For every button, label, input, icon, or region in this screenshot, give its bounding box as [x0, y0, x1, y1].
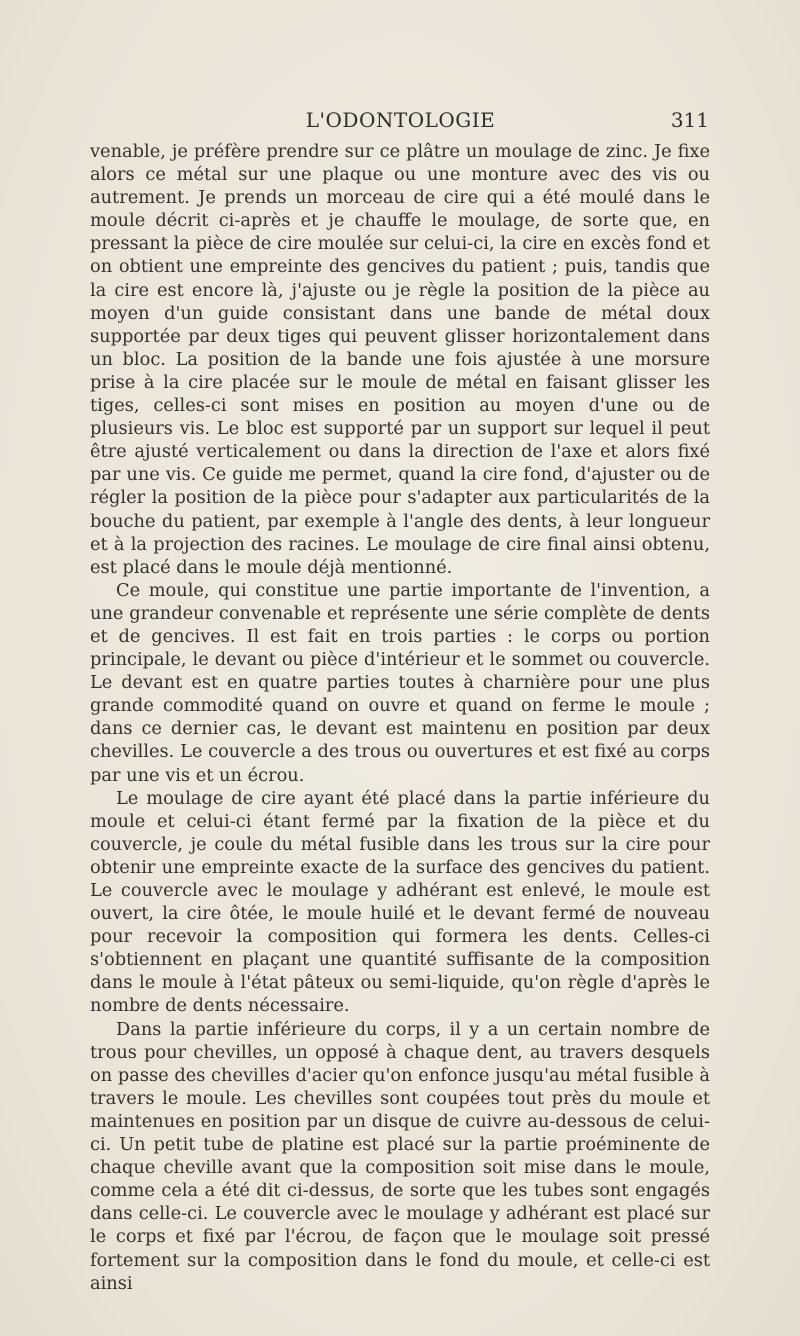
paragraph-pins-and-tubes: Dans la partie inférieure du corps, il y a un certain nombre de trous pour chevilles, un opposé à chaque dent, au travers desquels on passe des chevilles d'acier qu'on enfonce jusqu'au métal fusible à travers le moule. Les chevilles sont coupées tout près du moule et maintenues en position par un disque de cuivre au-dessous de celui-ci. Un petit tube de platine est placé sur la partie proéminente de chaque cheville avant que la composition soit mise dans le moule, comme cela a été dit ci-dessus, de sorte que les tubes sont engagés dans celle-ci. Le couvercle avec le moulage y adhérant est placé sur le corps et fixé par l'écrou, de façon que le moulage soit pressé fortement sur la composition dans le fond du moule, et celle-ci est ainsi: [90, 1018, 710, 1294]
paragraph-continuation: venable, je préfère prendre sur ce plâtre un moulage de zinc. Je fixe alors ce métal sur une plaque ou une monture avec des vis ou autrement. Je prends un morceau de cire qui a été moulé dans le moule décrit ci-après et je chauffe le moulage, de sorte que, en pressant la pièce de cire moulée sur celui-ci, la cire en excès fond et on obtient une empreinte des gencives du patient ; puis, tandis que la cire est encore là, j'ajuste ou je règle la position de la pièce au moyen d'un guide consistant dans une bande de métal doux supportée par deux tiges qui peuvent glisser horizontalement dans un bloc. La position de la bande une fois ajustée à une morsure prise à la cire placée sur le moule de métal en faisant glisser les tiges, celles-ci sont mises en position au moyen d'une ou de plusieurs vis. Le bloc est supporté par un support sur lequel il peut être ajusté verticalement ou dans la direction de l'axe et alors fixé par une vis. Ce guide me permet, quand la cire fond, d'ajuster ou de régler la position de la pièce pour s'adapter aux particularités de la bouche du patient, par exemple à l'angle des dents, à leur longueur et à la projection des racines. Le moulage de cire final ainsi obtenu, est placé dans le moule déjà mentionné.: [90, 141, 710, 578]
paragraph-mould-description: Ce moule, qui constitue une partie importante de l'invention, a une grandeur convenable et représente une série complète de dents et de gencives. Il est fait en trois parties : le corps ou portion principale, le devant ou pièce d'intérieur et le sommet ou couvercle. Le devant est en quatre parties toutes à charnière pour une plus grande commodité quand on ouvre et quand on ferme le moule ; dans ce dernier cas, le devant est maintenu en position par deux chevilles. Le couvercle a des trous ou ouvertures et est fixé au corps par une vis et un écrou.: [90, 579, 710, 786]
page-number: 311: [670, 108, 709, 132]
body-text: [90, 140, 710, 1295]
running-title: L'ODONTOLOGIE: [305, 108, 496, 132]
running-head: [92, 108, 709, 138]
paragraph-wax-moulding: Le moulage de cire ayant été placé dans la partie inférieure du moule et celui-ci étant fermé par la fixation de la pièce et du couvercle, je coule du métal fusible dans les trous sur la cire pour obtenir une empreinte exacte de la surface des gencives du patient. Le couvercle avec le moulage y adhérant est enlevé, le moule est ouvert, la cire ôtée, le moule huilé et le devant fermé de nouveau pour recevoir la composition qui formera les dents. Celles-ci s'obtiennent en plaçant une quantité suffisante de la composition dans le moule à l'état pâteux ou semi-liquide, qu'on règle d'après le nombre de dents nécessaire.: [90, 787, 710, 1017]
